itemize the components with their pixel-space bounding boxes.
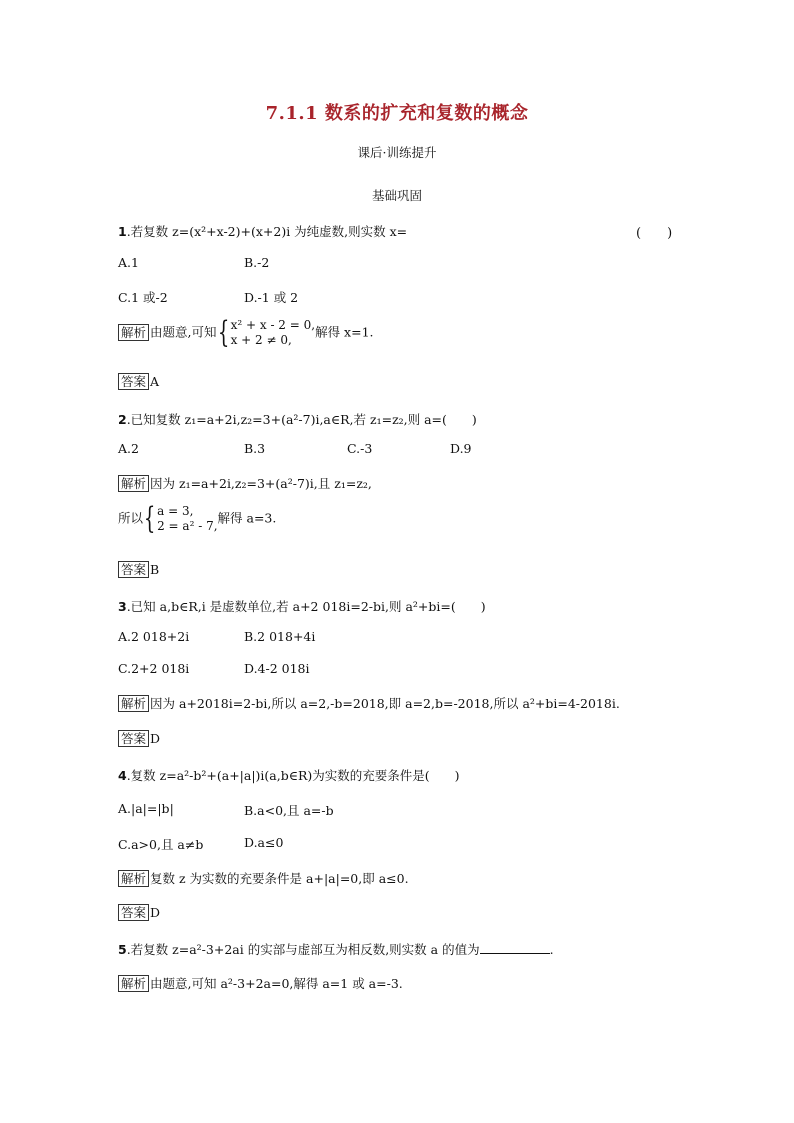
analysis-3 — [118, 694, 620, 712]
analysis-label: 解析 — [118, 324, 149, 341]
option-d: D.9 — [450, 441, 472, 456]
analysis-2 — [118, 474, 372, 492]
analysis-5 — [118, 974, 403, 992]
question-2 — [118, 410, 477, 428]
analysis-1 — [118, 315, 374, 350]
answer-label: 答案 — [118, 730, 149, 747]
brace-icon: { — [217, 315, 229, 350]
question-3 — [118, 597, 486, 615]
equation-line: 2 = a² - 7, — [157, 519, 218, 533]
question-stem: .若复数 z=a²-3+2ai 的实部与虚部互为相反数,则实数 a 的值为 — [126, 942, 480, 957]
option-c: C.2+2 018i — [118, 661, 190, 676]
analysis-2-system — [118, 501, 277, 536]
option-b: B.2 018+4i — [244, 629, 316, 644]
answer-label: 答案 — [118, 561, 149, 578]
analysis-label: 解析 — [118, 695, 149, 712]
option-d: D.4-2 018i — [244, 661, 310, 676]
answer-bracket: ( ) — [636, 226, 673, 241]
analysis-label: 解析 — [118, 475, 149, 492]
question-5 — [118, 940, 554, 958]
option-d: D.-1 或 2 — [244, 290, 299, 305]
question-number: 3 — [118, 599, 127, 614]
answer-label: 答案 — [118, 373, 149, 390]
answer-4 — [118, 904, 160, 921]
analysis-text: 由题意,可知 — [150, 324, 217, 340]
equation-line: a = 3, — [157, 504, 194, 518]
analysis-label: 解析 — [118, 975, 149, 992]
question-stem: .已知复数 z₁=a+2i,z₂=3+(a²-7)i,a∈R,若 z₁=z₂,则 a=( ) — [126, 412, 477, 427]
question-number: 4 — [118, 768, 127, 783]
subtitle: 课后·训练提升 — [357, 145, 437, 160]
question-stem-end: . — [549, 942, 554, 957]
question-number: 5 — [118, 942, 127, 957]
question-1 — [118, 222, 407, 240]
answer-2 — [118, 561, 159, 578]
question-4 — [118, 766, 460, 784]
analysis-text: 因为 z₁=a+2i,z₂=3+(a²-7)i,且 z₁=z₂, — [150, 476, 372, 491]
answer-value: D — [150, 731, 161, 746]
equation-line: x + 2 ≠ 0, — [230, 333, 292, 347]
option-a: A.2 — [118, 441, 139, 456]
option-c: C.-3 — [347, 441, 373, 456]
question-stem: .复数 z=a²-b²+(a+|a|)i(a,b∈R)为实数的充要条件是( ) — [126, 768, 460, 783]
equation-line: x² + x - 2 = 0, — [230, 318, 316, 332]
analysis-text: 由题意,可知 a²-3+2a=0,解得 a=1 或 a=-3. — [150, 976, 403, 991]
analysis-4 — [118, 869, 409, 887]
analysis-text: 解得 x=1. — [315, 324, 374, 340]
option-b: B.a<0,且 a=-b — [244, 803, 334, 818]
brace-icon: { — [143, 501, 156, 536]
question-number: 1 — [118, 224, 127, 239]
question-stem: .已知 a,b∈R,i 是虚数单位,若 a+2 018i=2-bi,则 a²+bi=( ) — [126, 599, 486, 614]
question-stem: .若复数 z=(x²+x-2)+(x+2)i 为纯虚数,则实数 x= — [126, 224, 408, 239]
analysis-label: 解析 — [118, 870, 149, 887]
option-c: C.1 或-2 — [118, 290, 168, 305]
option-a: A.2 018+2i — [118, 629, 190, 644]
equation-system — [231, 318, 315, 348]
answer-3 — [118, 730, 160, 747]
option-c: C.a>0,且 a≠b — [118, 837, 204, 852]
answer-1 — [118, 373, 159, 390]
analysis-text: 因为 a+2018i=2-bi,所以 a=2,-b=2018,即 a=2,b=-2018,所以 a²+bi=4-2018i. — [150, 696, 620, 711]
option-d: D.a≤0 — [244, 835, 284, 850]
option-b: B.3 — [244, 441, 266, 456]
option-b: B.-2 — [244, 255, 270, 270]
option-a: A.1 — [118, 255, 139, 270]
answer-value: A — [150, 374, 160, 389]
analysis-text: 复数 z 为实数的充要条件是 a+|a|=0,即 a≤0. — [150, 871, 409, 886]
section-heading: 基础巩固 — [371, 188, 422, 203]
question-number: 2 — [118, 412, 127, 427]
answer-label: 答案 — [118, 904, 149, 921]
option-a: A.|a|=|b| — [118, 801, 174, 816]
analysis-text: 解得 a=3. — [217, 510, 277, 526]
answer-value: B — [150, 562, 160, 577]
answer-value: D — [150, 905, 161, 920]
page-title: 7.1.1 数系的扩充和复数的概念 — [265, 103, 529, 124]
fill-in-blank — [480, 942, 550, 954]
equation-system — [157, 504, 217, 534]
analysis-text: 所以 — [118, 510, 144, 526]
